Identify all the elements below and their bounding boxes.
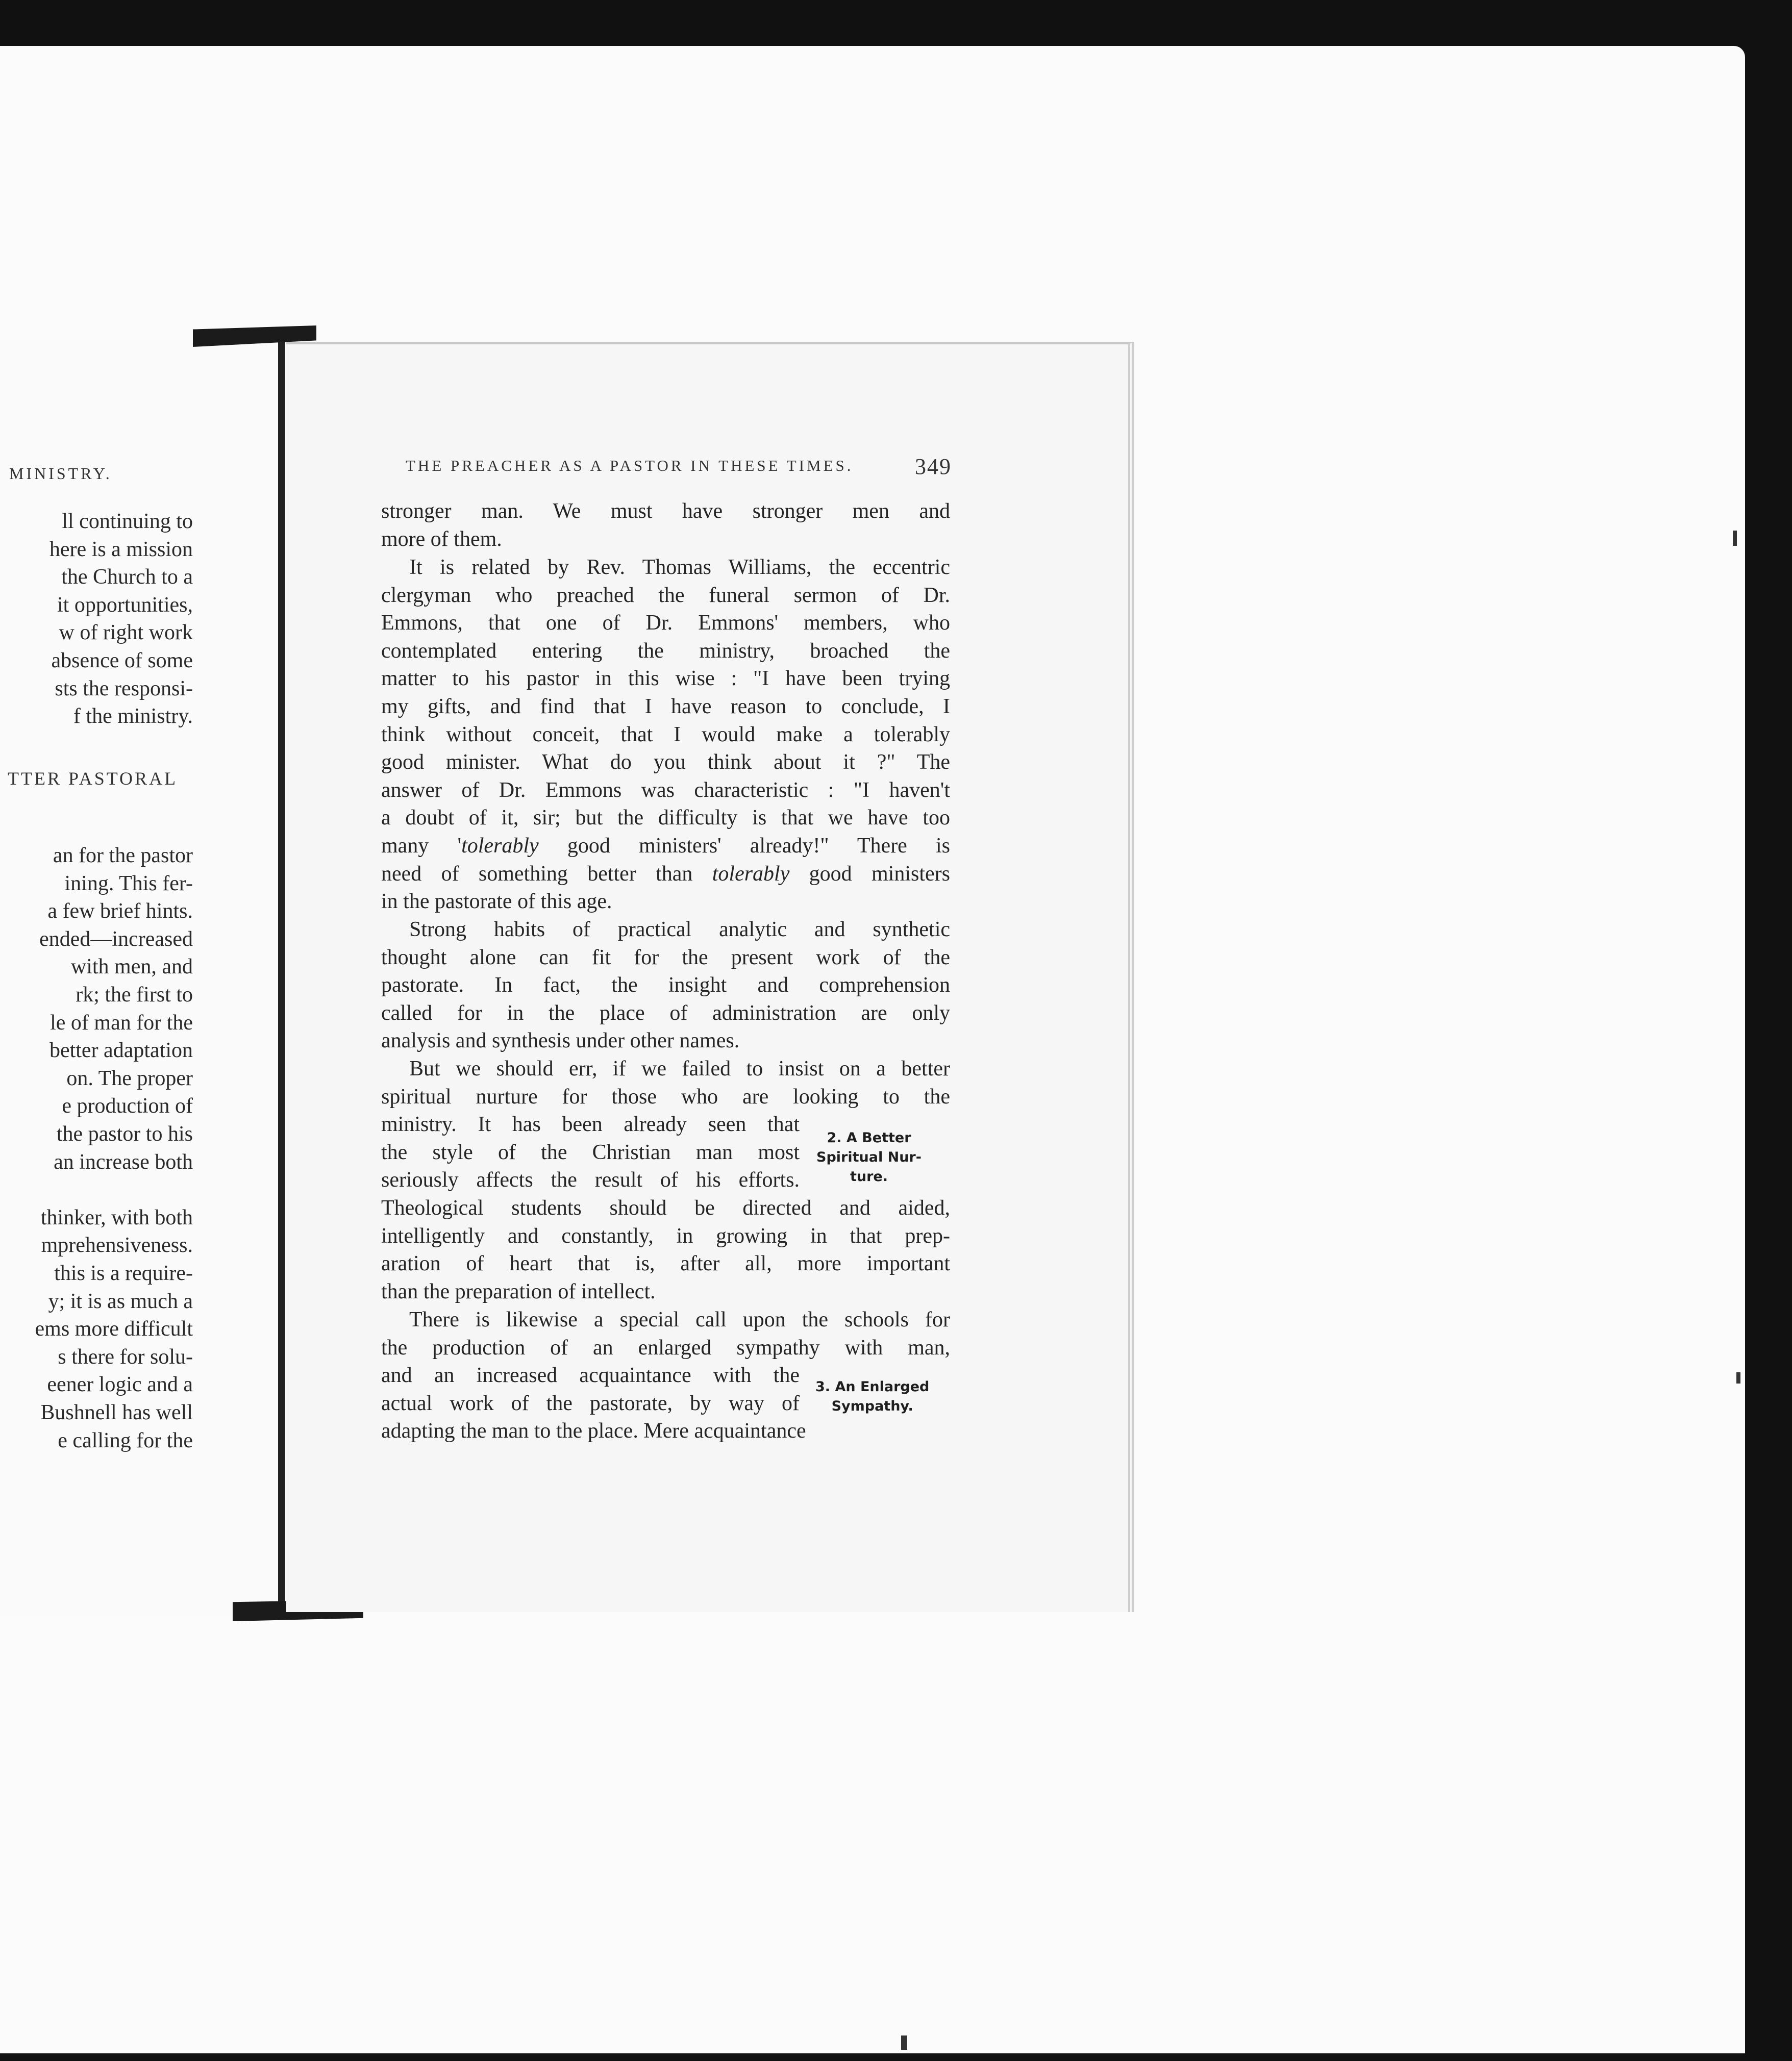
left-text-line: y; it is as much a [48, 1289, 193, 1313]
text-line: than the preparation of intellect. [381, 1279, 656, 1303]
left-text-line: absence of some [51, 649, 193, 672]
paragraph-3 [381, 916, 950, 1055]
text-line: contemplated entering the ministry, broached the [381, 639, 950, 663]
text-line: Emmons, that one of Dr. Emmons' members, who [381, 611, 950, 635]
left-text-line: Bushnell has well [40, 1401, 193, 1424]
left-running-head: MINISTRY. [9, 464, 112, 483]
text-line: There is likewise a special call upon the schools for [409, 1308, 950, 1331]
text-line: But we should err, if we failed to insist on a better [409, 1057, 950, 1080]
paragraph-1 [381, 497, 950, 553]
sidenote-line: 3. An Enlarged [815, 1379, 930, 1395]
text-line: answer of Dr. Emmons was characteristic : "I haven't [381, 778, 950, 802]
left-text-line: thinker, with both [40, 1205, 193, 1229]
left-text-line: the pastor to his [56, 1122, 193, 1146]
left-text-line: better adaptation [49, 1039, 193, 1063]
left-text-line: an increase both [54, 1150, 193, 1174]
text-line: It is related by Rev. Thomas Williams, the eccentric [409, 556, 950, 579]
text-line: need of something better than tolerably good ministers [381, 862, 950, 886]
sidenote-line: 2. A Better [827, 1130, 911, 1146]
sidenote-line: ture. [850, 1169, 888, 1185]
text-line: my gifts, and find that I have reason to conclude, I [381, 694, 950, 718]
left-text-line: ended—increased [39, 927, 193, 951]
page-number: 349 [915, 454, 952, 479]
left-text-line: the Church to a [61, 565, 193, 589]
text-line: pastorate. In fact, the insight and comprehension [381, 973, 950, 997]
left-text-line: it opportunities, [57, 593, 193, 617]
text-line: spiritual nurture for those who are looking to the [381, 1085, 950, 1109]
running-head [406, 454, 952, 479]
book-spine [278, 342, 285, 1612]
left-text-line: eener logic and a [47, 1373, 193, 1397]
left-text-line: on. The proper [66, 1066, 193, 1090]
paragraph-5 [381, 1306, 950, 1445]
scan-speck [1733, 531, 1737, 546]
text-line: the production of an enlarged sympathy with man, [381, 1336, 950, 1360]
left-text-line: w of right work [59, 621, 193, 645]
left-text-line: a few brief hints. [47, 899, 193, 923]
left-text-line: ll continuing to [62, 510, 193, 533]
sidenote-enlarged-sympathy [815, 1377, 929, 1416]
text-line: called for in the place of administration are only [381, 1001, 950, 1025]
text-line: and an increased acquaintance with the [381, 1364, 800, 1388]
left-text-line: here is a mission [49, 537, 193, 561]
text-line: analysis and synthesis under other names. [381, 1029, 740, 1053]
paragraph-2 [381, 554, 950, 916]
left-text-line: e calling for the [58, 1428, 193, 1452]
left-text-line: this is a require- [54, 1262, 193, 1285]
text-line: a doubt of it, sir; but the difficulty is that we have too [381, 806, 950, 830]
text-line: Strong habits of practical analytic and synthetic [409, 918, 950, 941]
text-line: aration of heart that is, after all, more important [381, 1252, 950, 1276]
text-line: think without conceit, that I would make a tolerably [381, 722, 950, 746]
left-text-line: e production of [62, 1094, 193, 1118]
left-text-line: ems more difficult [35, 1317, 193, 1341]
text-line: intelligently and constantly, in growing in that prep- [381, 1224, 950, 1248]
left-text-line: le of man for the [50, 1011, 193, 1035]
left-section-heading: TTER PASTORAL [8, 768, 178, 789]
left-text-line: ining. This fer- [64, 871, 193, 895]
sidenote-spiritual-nurture [816, 1128, 922, 1187]
text-line: adapting the man to the place. Mere acquaintance [381, 1419, 806, 1443]
text-line: more of them. [381, 527, 502, 551]
sidenote-line: Sympathy. [831, 1398, 913, 1414]
text-line: stronger man. We must have stronger men and [381, 499, 950, 523]
left-text-line: with men, and [70, 955, 193, 979]
text-line: the style of the Christian man most [381, 1140, 800, 1164]
text-line: Theological students should be directed and aided, [381, 1196, 950, 1220]
left-text-line: mprehensiveness. [41, 1234, 193, 1258]
left-text-line: f the ministry. [73, 705, 193, 728]
left-text-line: rk; the first to [76, 983, 193, 1007]
text-line: good minister. What do you think about it ?" The [381, 750, 950, 774]
scan-speck [901, 2035, 907, 2050]
text-line: many 'tolerably good ministers' already!" There is [381, 834, 951, 858]
text-line: in the pastorate of this age. [381, 890, 612, 914]
left-text-line: an for the pastor [53, 844, 193, 867]
text-line: ministry. It has been already seen that [381, 1113, 800, 1137]
text-line: actual work of the pastorate, by way of [381, 1391, 800, 1415]
text-line: seriously affects the result of his efforts. [381, 1168, 800, 1192]
scan-speck [1736, 1372, 1740, 1384]
text-line: thought alone can fit for the present work of the [381, 945, 950, 969]
running-head-title: THE PREACHER AS A PASTOR IN THESE TIMES. [406, 457, 854, 474]
text-line: clergyman who preached the funeral sermon of Dr. [381, 583, 950, 607]
sidenote-line: Spiritual Nur- [816, 1149, 922, 1165]
left-text-line: s there for solu- [58, 1345, 193, 1369]
text-line: matter to his pastor in this wise : "I have been trying [381, 667, 950, 691]
left-text-line: sts the responsi- [55, 676, 193, 700]
